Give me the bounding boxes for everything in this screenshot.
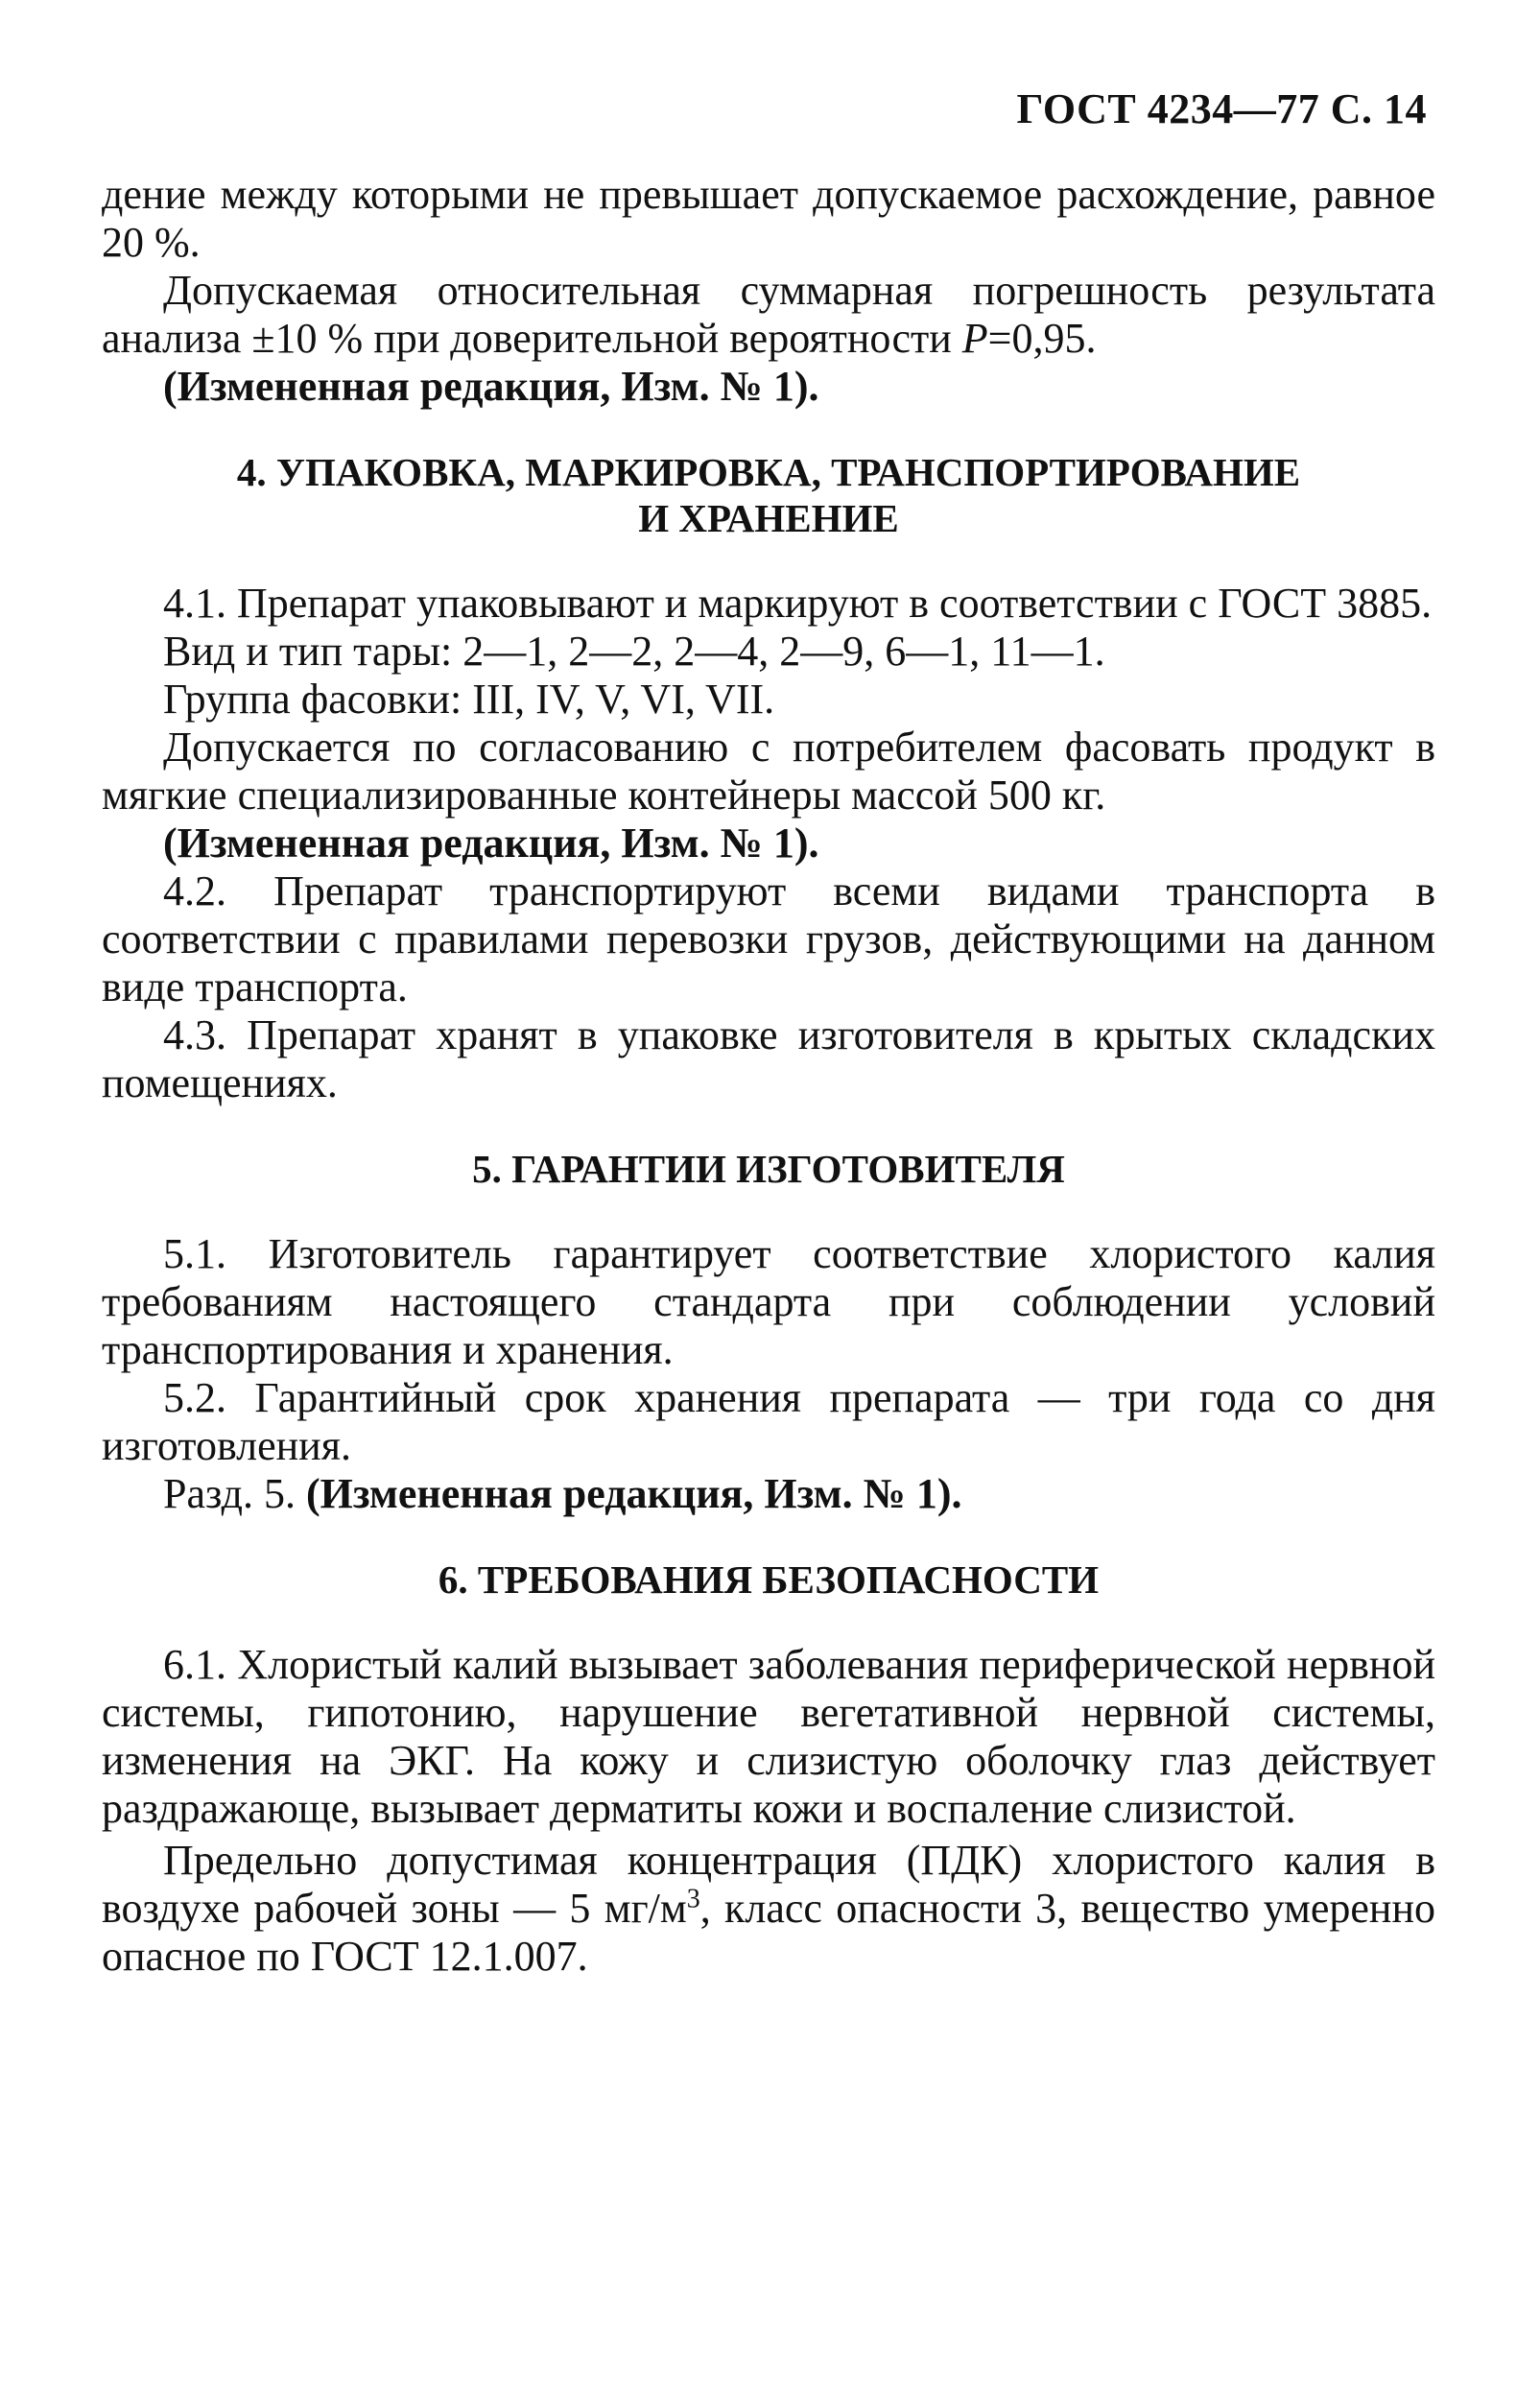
superscript: 3 [686, 1884, 700, 1914]
clause-4-2: 4.2. Препарат транспортируют всеми видами транспорта в соответствии с правилами перевозки грузов, действующими на данном виде транспорта. [102, 867, 1435, 1010]
clause-4-3: 4.3. Препарат хранят в упаковке изготовителя в крытых складских помещениях. [102, 1011, 1435, 1106]
amendment-note-section-5 [102, 1470, 1435, 1518]
paragraph-error-tolerance [102, 267, 1435, 363]
paragraph-continuation: дение между которыми не превышает допускаемое расхождение, равное 20 %. [102, 171, 1435, 266]
clause-4-1: 4.1. Препарат упаковывают и маркируют в соответствии с ГОСТ 3885. [163, 580, 1433, 627]
amendment-note: (Измененная редакция, Изм. № 1). [163, 820, 819, 867]
paragraph-mac [102, 1837, 1435, 1981]
amendment-note: (Измененная редакция, Изм. № 1). [163, 363, 819, 410]
section-5-heading: 5. ГАРАНТИИ ИЗГОТОВИТЕЛЯ [472, 1147, 1065, 1191]
paragraph-container-types: Вид и тип тары: 2—1, 2—2, 2—4, 2—9, 6—1, 11—1. [163, 628, 1105, 675]
section-4-heading [102, 449, 1435, 541]
variable-p: P [961, 315, 988, 362]
running-header: ГОСТ 4234—77 С. 14 [1016, 85, 1427, 132]
paragraph-packing-group: Группа фасовки: III, IV, V, VI, VII. [163, 676, 775, 723]
clause-5-2: 5.2. Гарантийный срок хранения препарата — три года со дня изготовления. [102, 1374, 1435, 1469]
clause-5-1: 5.1. Изготовитель гарантирует соответствие хлористого калия требованиям настоящего стандарта при соблюдении условий транспортирования и хранения. [102, 1230, 1435, 1373]
amendment-note: (Измененная редакция, Изм. № 1). [305, 1470, 962, 1517]
text-run: =0,95. [987, 315, 1097, 362]
document-body [102, 171, 1435, 1981]
heading-line: 4. УПАКОВКА, МАРКИРОВКА, ТРАНСПОРТИРОВАНИЕ [236, 450, 1301, 494]
section-6-heading: 6. ТРЕБОВАНИЯ БЕЗОПАСНОСТИ [438, 1557, 1100, 1602]
text-run: Разд. 5. [163, 1470, 306, 1517]
text-run: , класс опасности 3, вещество умеренно опасное по ГОСТ 12.1.007. [102, 1885, 1435, 1980]
heading-line: И ХРАНЕНИЕ [638, 496, 899, 540]
text-run: Допускаемая относительная суммарная погрешность результата анализа ±10 % при доверительной вероятности [102, 267, 1435, 362]
text-run: Предельно допустимая концентрация (ПДК) хлористого калия в воздухе рабочей зоны — 5 мг/м [102, 1837, 1435, 1932]
clause-6-1: 6.1. Хлористый калий вызывает заболевания периферической нервной системы, гипотонию, нарушение вегетативной нервной системы, изменения на ЭКГ. На кожу и слизистую оболочку глаз действует раздражающе, вызывает дерматиты кожи и воспаление слизистой. [102, 1641, 1435, 1832]
paragraph-soft-containers: Допускается по согласованию с потребителем фасовать продукт в мягкие специализированные контейнеры массой 500 кг. [102, 724, 1435, 819]
